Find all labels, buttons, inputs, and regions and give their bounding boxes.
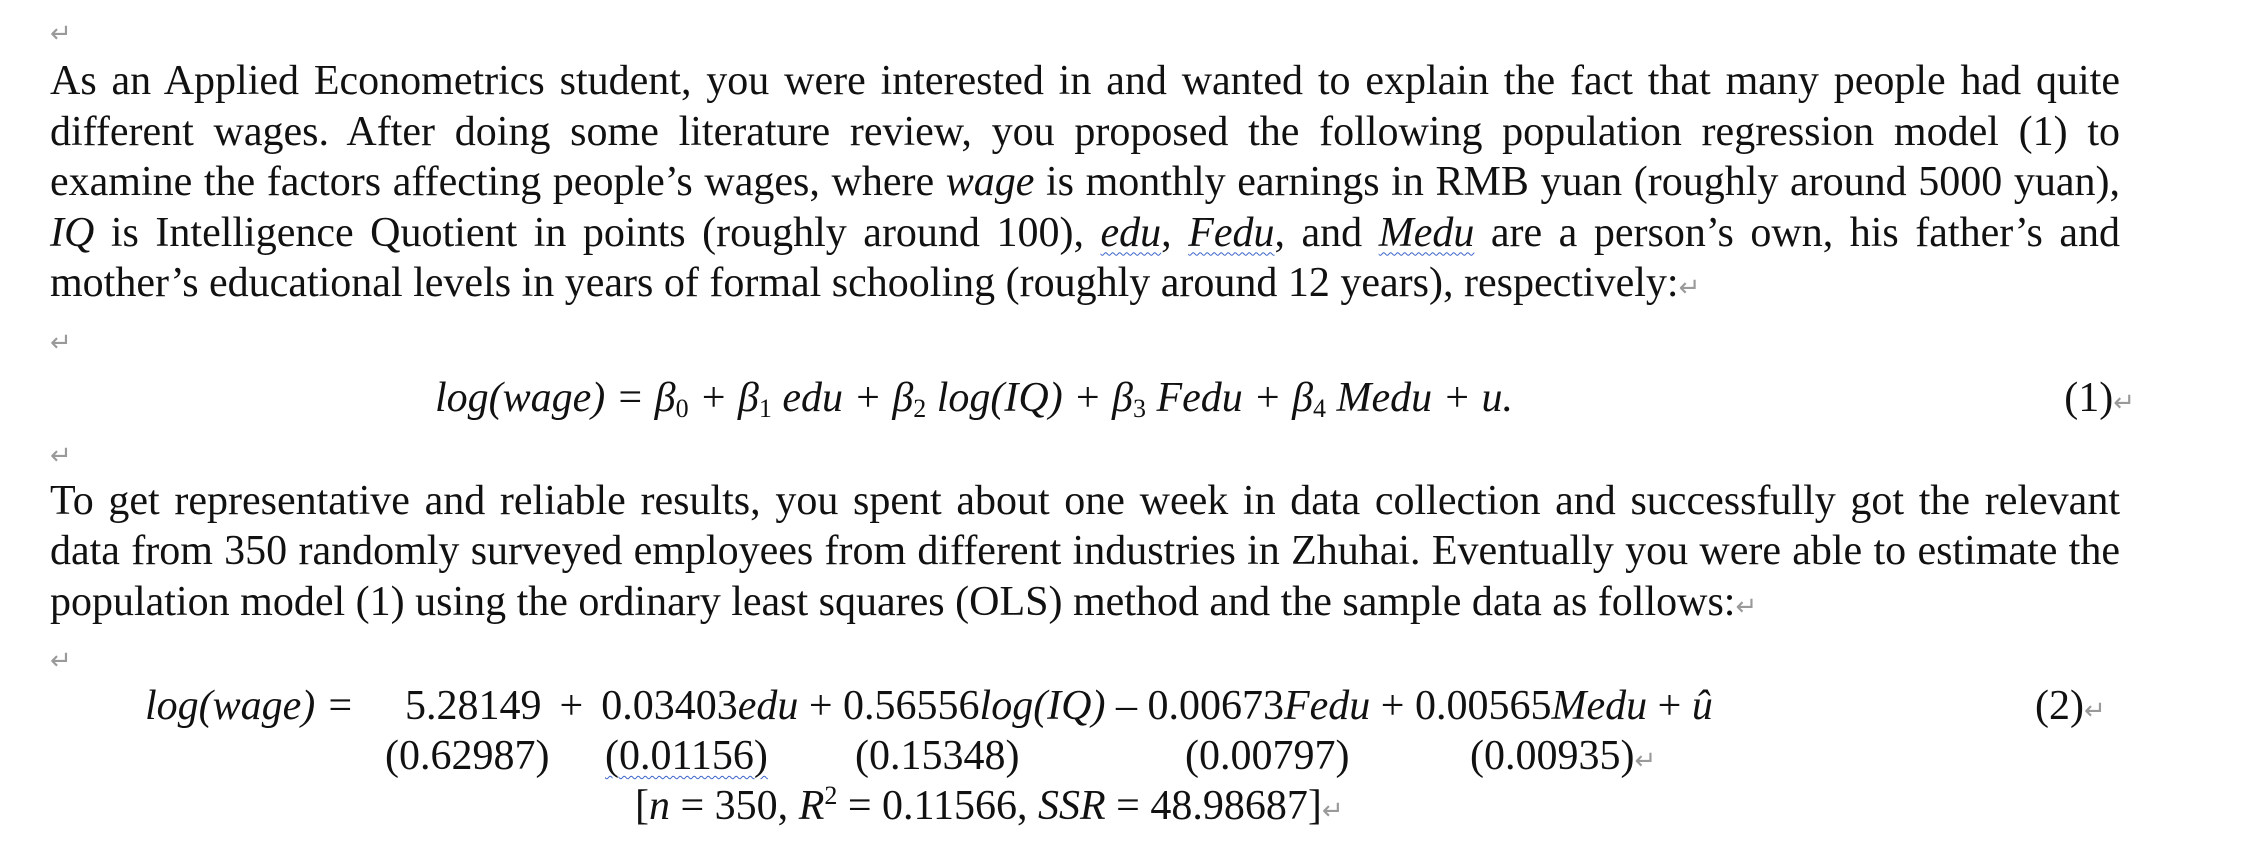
- paragraph-mark: ↵: [1735, 591, 1758, 622]
- stat-n: n: [649, 783, 670, 829]
- paragraph-mark: ↵: [2113, 387, 2135, 418]
- eq-operator: +: [559, 683, 584, 729]
- estimated-lhs: [145, 682, 354, 730]
- coef-4: + 0.00565: [1370, 683, 1552, 729]
- regression-stats: [635, 782, 1344, 830]
- var-medu: Medu: [1551, 683, 1648, 729]
- var-iq: IQ: [50, 209, 95, 256]
- coef-2: + 0.56556: [798, 683, 980, 729]
- var-log-iq: log(IQ): [979, 683, 1106, 729]
- standard-error-4: [1470, 732, 1656, 780]
- equation-number: [2035, 682, 2106, 730]
- empty-paragraph: [50, 10, 2120, 50]
- eq-term: Medu + u.: [1326, 374, 1514, 421]
- coef-0: 5.28149: [405, 683, 542, 729]
- paragraph-mark: ↵: [50, 646, 72, 676]
- eq-term: +: [688, 374, 738, 421]
- paragraph-text: is Intelligence Quotient in points (roughly around 100),: [94, 209, 1101, 256]
- stat-value: = 0.11566,: [837, 783, 1038, 829]
- eq-term: edu +: [771, 374, 893, 421]
- standard-error-2: (0.15348): [855, 733, 1020, 779]
- stat-ssr: SSR: [1037, 783, 1106, 829]
- var-wage: wage: [945, 159, 1035, 205]
- paragraph-mark: ↵: [1634, 746, 1657, 776]
- se-value: (0.00935): [1470, 733, 1635, 779]
- eq-lhs: log(wage) =: [145, 683, 355, 729]
- standard-error-3: (0.00797): [1185, 733, 1350, 779]
- beta-0: β: [654, 374, 676, 421]
- document-body: [50, 0, 2135, 842]
- equation-number: [2064, 374, 2135, 422]
- subscript: 2: [913, 393, 927, 423]
- var-fedu: Fedu: [1284, 683, 1371, 729]
- paragraph-mark: ↵: [1321, 796, 1344, 826]
- beta-4: β: [1292, 374, 1314, 421]
- eq-number-text: (2): [2035, 683, 2084, 729]
- data-paragraph: [50, 476, 2120, 633]
- equation-2: [50, 682, 2120, 842]
- coef-1: 0.03403: [601, 683, 738, 729]
- empty-paragraph: [50, 434, 2120, 470]
- coef-3: – 0.00673: [1105, 683, 1284, 729]
- var-medu: Medu: [1378, 209, 1475, 256]
- subscript: 4: [1313, 393, 1327, 423]
- superscript: 2: [824, 781, 838, 810]
- paragraph-text: ,: [1161, 209, 1189, 256]
- paragraph-mark: ↵: [50, 440, 72, 471]
- beta-2: β: [892, 374, 914, 421]
- standard-error-0: (0.62987): [385, 733, 550, 779]
- var-fedu: Fedu: [1188, 209, 1275, 256]
- standard-error-1: (0.01156): [605, 733, 768, 779]
- stat-value: = 48.98687]: [1105, 783, 1322, 829]
- residual: û: [1691, 683, 1713, 729]
- paragraph-mark: ↵: [2083, 696, 2106, 726]
- subscript: 0: [675, 393, 689, 423]
- paragraph-text: , and: [1274, 209, 1379, 256]
- equation-1: [50, 364, 2135, 434]
- paragraph-mark: ↵: [50, 327, 72, 358]
- subscript: 1: [758, 393, 772, 423]
- estimated-coefficients: [405, 682, 1713, 730]
- population-model: [435, 374, 1513, 422]
- eq-number-text: (1): [2064, 374, 2114, 421]
- bracket: [: [635, 783, 649, 829]
- subscript: 3: [1132, 393, 1146, 423]
- eq-operator: +: [1647, 683, 1692, 729]
- paragraph-text: As an Applied Econometrics student, you were interested in and wanted to explain the fact that many people had quite different wages. After doing some literature review, you proposed the following population regression model (1) to examine the factors affecting people’s wages, where: [50, 58, 2120, 205]
- eq-term: log(IQ) +: [926, 374, 1113, 421]
- var-edu: edu: [737, 683, 799, 729]
- stat-value: = 350,: [670, 783, 799, 829]
- paragraph-text: is monthly earnings in RMB yuan (roughly around 5000 yuan),: [1034, 159, 2120, 205]
- empty-paragraph: [50, 314, 2120, 364]
- beta-3: β: [1112, 374, 1133, 421]
- empty-paragraph: [50, 632, 2120, 682]
- paragraph-text: To get representative and reliable results, you spent about one week in data collection and successfully got the relevant data from 350 randomly surveyed employees from different industries in Zhuhai. Eventually you were able to estimate the population model (1) using the ordinary least squares (OLS) method and the sample data as follows:: [50, 477, 2120, 625]
- eq-lhs: log(wage) =: [435, 374, 655, 421]
- paragraph-text: are a person’s own, his father’s and mother’s educational levels in years of formal schooling (roughly around 12 years), respectively:: [50, 209, 2120, 306]
- var-edu: edu: [1100, 209, 1162, 256]
- eq-term: Fedu +: [1145, 374, 1293, 421]
- stat-r: R: [798, 783, 825, 829]
- paragraph-mark: ↵: [1678, 273, 1701, 303]
- intro-paragraph: [50, 56, 2120, 314]
- beta-1: β: [737, 374, 759, 421]
- paragraph-mark: ↵: [50, 19, 72, 49]
